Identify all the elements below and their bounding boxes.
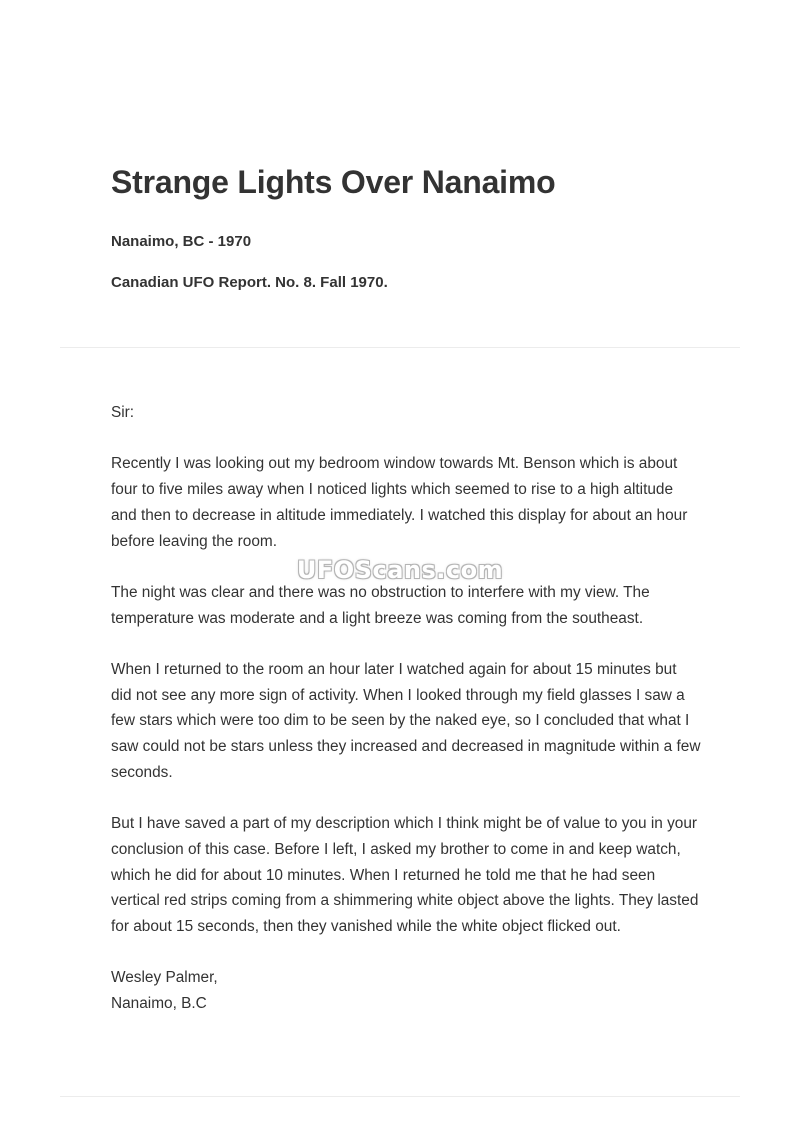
article-header	[111, 160, 731, 291]
header-divider	[60, 347, 740, 348]
source-citation: Canadian UFO Report. No. 8. Fall 1970.	[111, 274, 388, 291]
signature	[111, 965, 701, 1016]
salutation: Sir:	[111, 404, 135, 421]
page-title: Strange Lights Over Nanaimo	[111, 164, 556, 200]
signature-place: Nanaimo, B.C	[111, 995, 207, 1013]
paragraph-3: When I returned to the room an hour later I watched again for about 15 minutes but did not see any more sign of activity. When I looked through my field glasses I saw a few stars which were too dim to be seen by the naked eye, so I concluded that what I saw could not be stars unless they increased and decreased in magnitude within a few seconds.	[111, 660, 701, 781]
footer-divider	[60, 1096, 740, 1097]
paragraph-4: But I have saved a part of my description which I think might be of value to you in your conclusion of this case. Before I left, I asked my brother to come in and keep watch, which he did for about 10 minutes. When I returned he told me that he had seen vertical red strips coming from a shimmering white object above the lights. They lasted for about 15 seconds, then they vanished while the white object flicked out.	[111, 815, 699, 935]
signature-name: Wesley Palmer,	[111, 969, 218, 987]
location-date: Nanaimo, BC - 1970	[111, 233, 252, 250]
letter-body	[111, 400, 701, 1042]
paragraph-1: Recently I was looking out my bedroom window towards Mt. Benson which is about four to five miles away when I noticed lights which seemed to rise to a high altitude and then to decrease in altitude immediately. I watched this display for about an hour before leaving the room.	[111, 455, 688, 550]
watermark: UFOScans.com	[296, 556, 504, 584]
paragraph-2: The night was clear and there was no obstruction to interfere with my view. The temperature was moderate and a light breeze was coming from the southeast.	[111, 583, 650, 627]
